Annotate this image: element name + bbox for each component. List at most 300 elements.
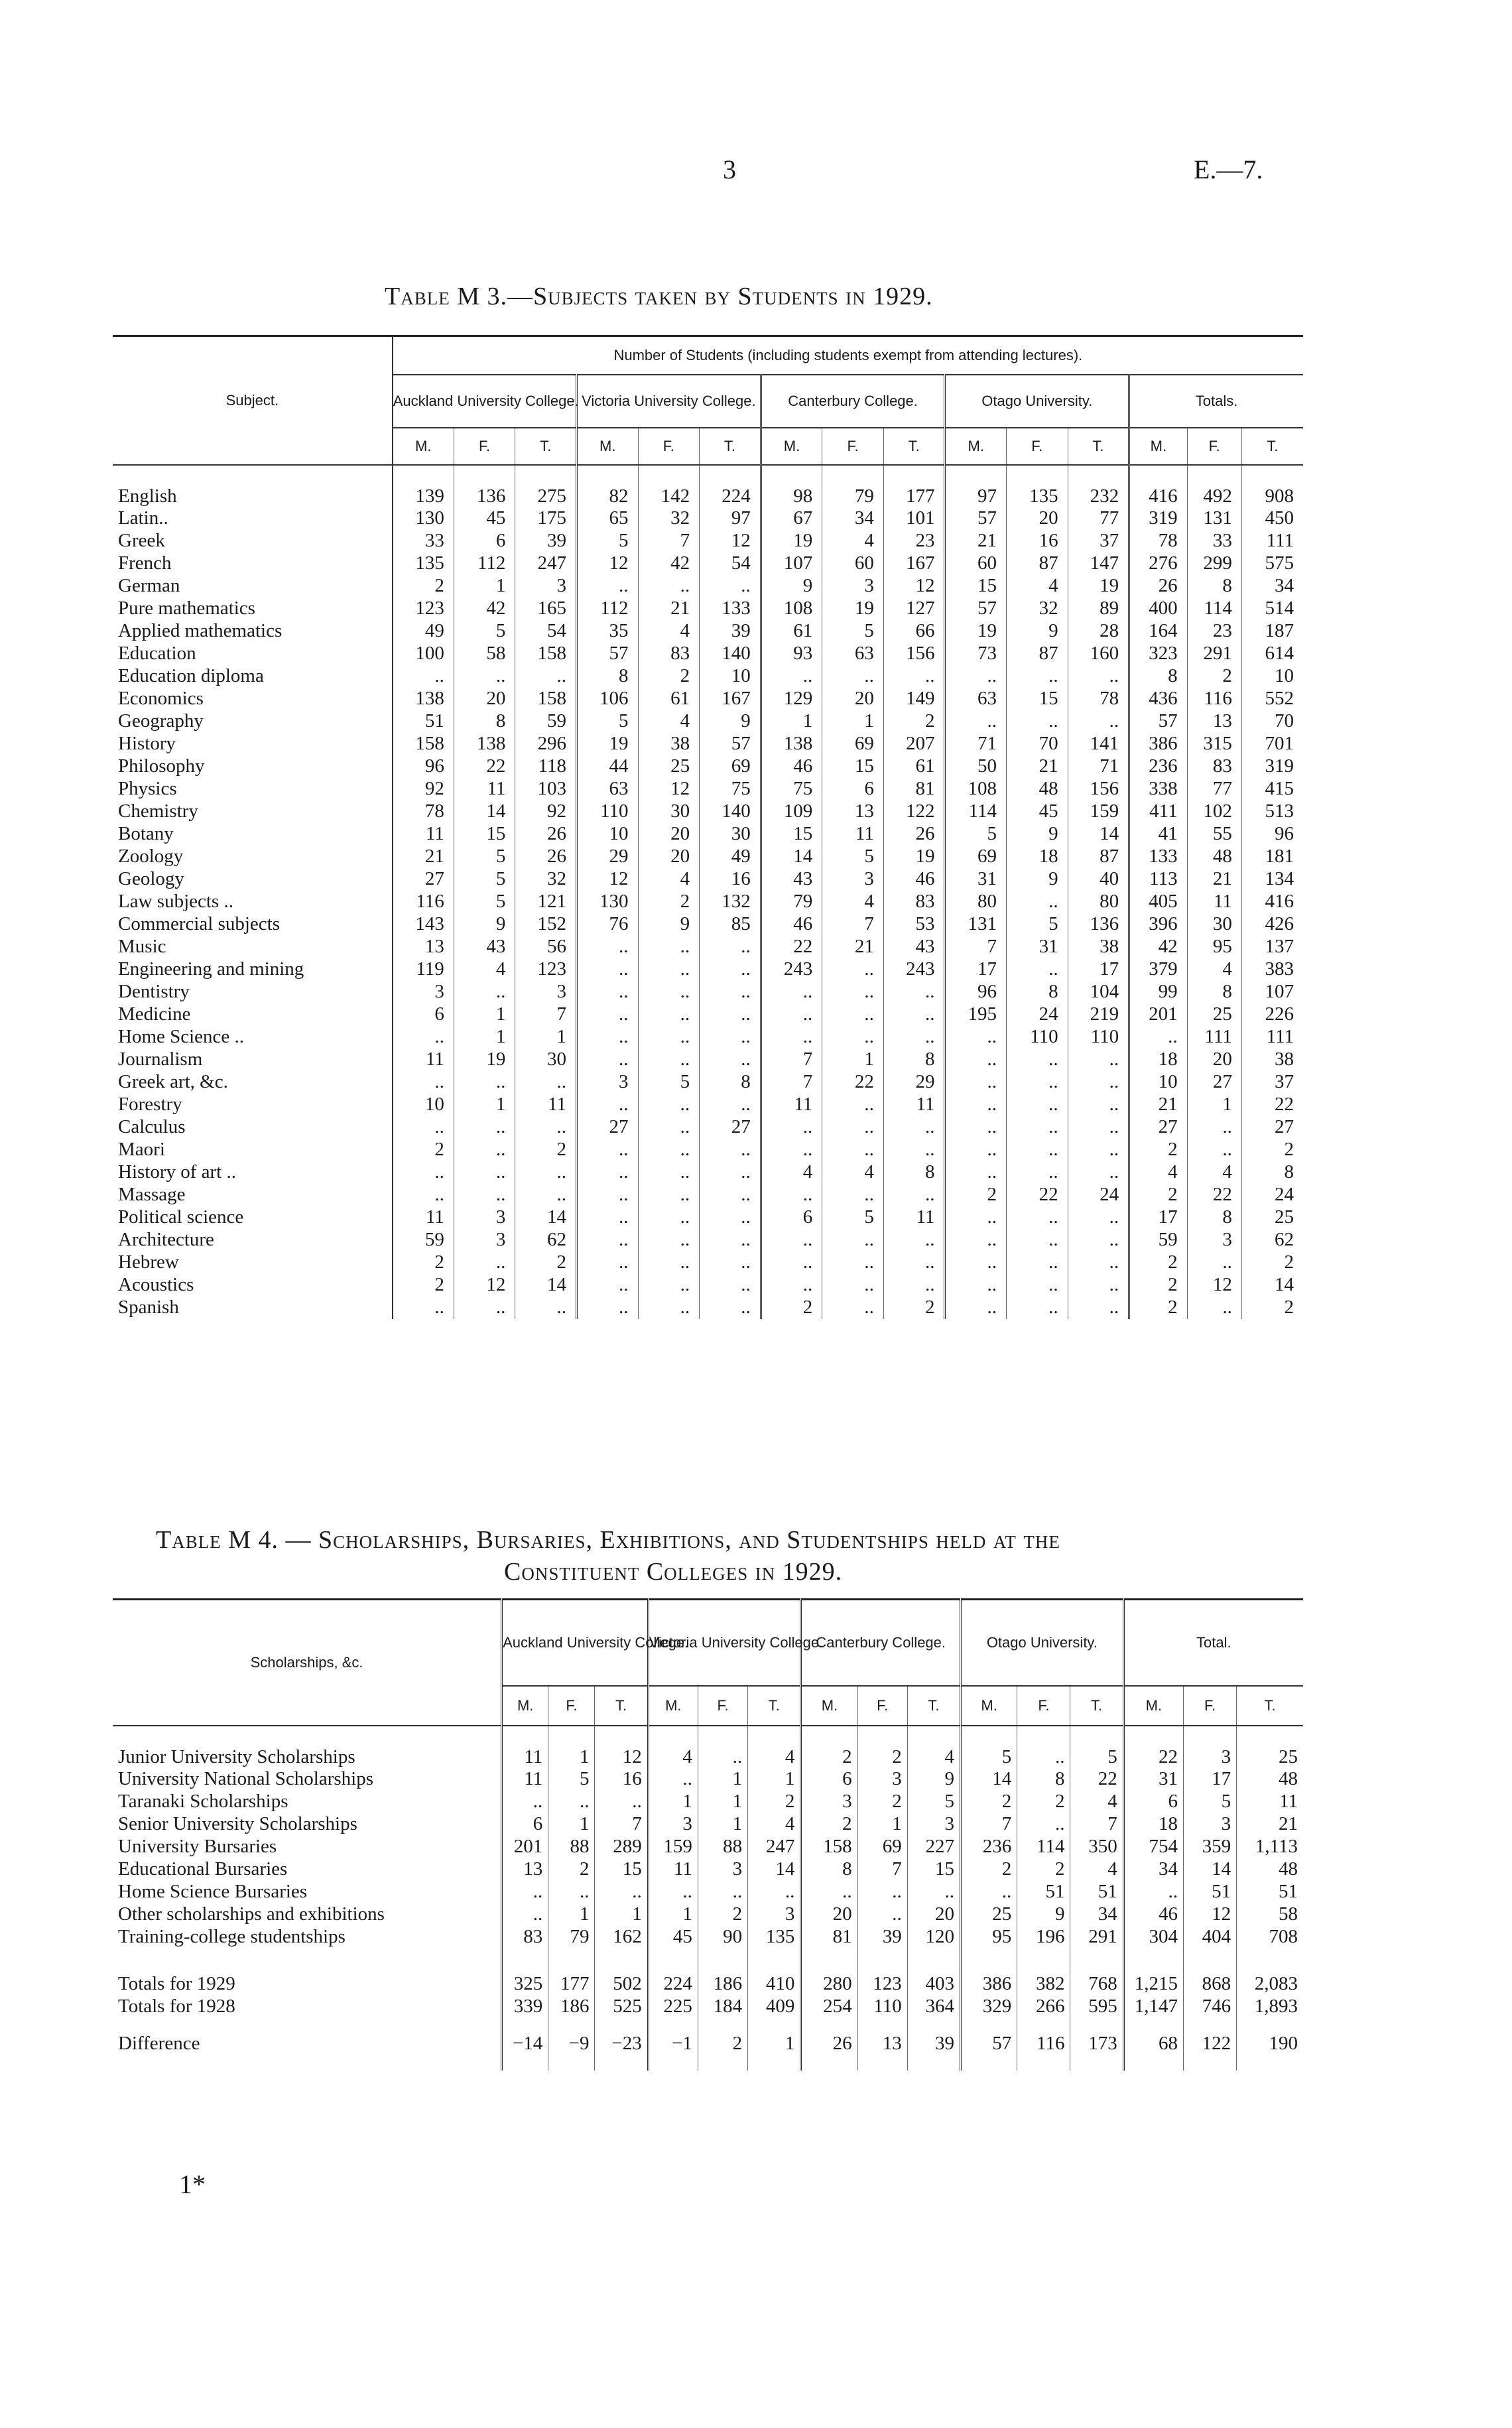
table-cell: 11 — [393, 1206, 454, 1229]
table-cell: 24 — [1068, 1184, 1129, 1206]
table-cell: 20 — [822, 688, 884, 710]
subject-row — [113, 507, 1303, 530]
table-cell: 54 — [515, 620, 577, 643]
table-cell: 1,113 — [1237, 1836, 1303, 1858]
table-cell: 6 — [1123, 1791, 1183, 1813]
table-cell: 140 — [700, 643, 761, 665]
table-cell: 315 — [1187, 733, 1241, 755]
table-cell: .. — [945, 1094, 1007, 1116]
table-cell: .. — [576, 1297, 638, 1319]
subject-name: Engineering and mining — [118, 958, 304, 980]
table-cell: 123 — [515, 958, 577, 981]
table-cell: .. — [883, 1003, 945, 1026]
table-cell: .. — [822, 1094, 884, 1116]
table-cell: 4 — [454, 958, 515, 981]
table-cell: .. — [857, 1903, 907, 1926]
sub-header: M. — [945, 428, 1007, 465]
scholarship-row — [113, 1726, 1303, 1768]
table-cell: 8 — [1187, 1206, 1241, 1229]
table-cell: .. — [1007, 1161, 1068, 1184]
subject-row — [113, 665, 1303, 688]
table-cell: 49 — [393, 620, 454, 643]
subject-name: Law subjects .. — [118, 891, 233, 912]
table-cell: .. — [700, 1161, 761, 1184]
table-cell: .. — [393, 1071, 454, 1094]
subject-row — [113, 778, 1303, 800]
table-cell: 133 — [1129, 846, 1187, 868]
table-cell: 4 — [822, 530, 884, 552]
table-cell: .. — [822, 1116, 884, 1139]
sub-header: F. — [454, 428, 515, 465]
table-cell: .. — [393, 1161, 454, 1184]
table-cell: 2 — [393, 1251, 454, 1274]
table-cell: .. — [1007, 1297, 1068, 1319]
subject-row — [113, 823, 1303, 846]
subject-name: French — [118, 552, 172, 574]
table-cell: 11 — [502, 1768, 548, 1791]
table-cell: 4 — [1070, 1858, 1123, 1881]
table-cell: 103 — [515, 778, 577, 800]
table-cell: .. — [515, 1184, 577, 1206]
sub-header: F. — [698, 1686, 747, 1726]
table-cell: 116 — [1017, 2017, 1070, 2071]
table-cell: 4 — [638, 868, 700, 891]
table-cell: 9 — [1007, 868, 1068, 891]
table-cell: 18 — [1129, 1049, 1187, 1071]
college-header: Otago University. — [961, 1600, 1124, 1686]
table-cell: 5 — [638, 1071, 700, 1094]
table-cell: 10 — [1241, 665, 1303, 688]
table-cell: 63 — [945, 688, 1007, 710]
table-cell: 14 — [454, 800, 515, 823]
table-cell: 195 — [945, 1003, 1007, 1026]
table-cell: 109 — [761, 800, 822, 823]
table-cell: .. — [576, 1229, 638, 1251]
table-cell: 17 — [1068, 958, 1129, 981]
table-cell: 266 — [1017, 1995, 1070, 2017]
subject-name: Music — [118, 936, 166, 957]
table-cell: .. — [700, 1274, 761, 1297]
table-cell: 71 — [945, 733, 1007, 755]
subject-name: Journalism — [118, 1049, 203, 1070]
table-cell: 10 — [1129, 1071, 1187, 1094]
table-cell: 9 — [1007, 620, 1068, 643]
table-cell: .. — [945, 1071, 1007, 1094]
subject-name: Dentistry — [118, 981, 190, 1002]
table-cell: 13 — [822, 800, 884, 823]
subject-row — [113, 688, 1303, 710]
table-cell: .. — [576, 1094, 638, 1116]
table-cell: 110 — [576, 800, 638, 823]
subject-row — [113, 1184, 1303, 1206]
table-cell: 70 — [1241, 710, 1303, 733]
table-cell: 78 — [393, 800, 454, 823]
table-cell: 3 — [1183, 1726, 1236, 1768]
table-cell: 25 — [1237, 1726, 1303, 1768]
table-cell: .. — [822, 1274, 884, 1297]
table-cell: 3 — [393, 981, 454, 1003]
table-cell: 101 — [883, 507, 945, 530]
subject-row — [113, 1251, 1303, 1274]
table-cell: .. — [945, 1206, 1007, 1229]
table-cell: 2 — [961, 1858, 1017, 1881]
table-cell: 289 — [595, 1836, 648, 1858]
table-cell: 186 — [698, 1949, 747, 1995]
table-cell: 3 — [515, 575, 577, 598]
subject-row — [113, 575, 1303, 598]
table-cell: 415 — [1241, 778, 1303, 800]
table-cell: 81 — [883, 778, 945, 800]
sub-header: F. — [822, 428, 884, 465]
table-cell: −23 — [595, 2017, 648, 2071]
table-cell: .. — [700, 1251, 761, 1274]
table-cell: 135 — [393, 552, 454, 575]
table-m4 — [113, 1598, 1303, 2071]
scholarship-row — [113, 1836, 1303, 1858]
table-cell: 26 — [883, 823, 945, 846]
sub-header: T. — [1070, 1686, 1123, 1726]
table-cell: 79 — [822, 465, 884, 507]
table-cell: 177 — [883, 465, 945, 507]
table-cell: .. — [1007, 1094, 1068, 1116]
table-cell: 1 — [648, 1903, 698, 1926]
table-cell: 614 — [1241, 643, 1303, 665]
table-cell: .. — [1007, 891, 1068, 913]
sub-header: M. — [648, 1686, 698, 1726]
table-cell: 2 — [961, 1791, 1017, 1813]
table-cell: 17 — [1129, 1206, 1187, 1229]
table-cell: 6 — [761, 1206, 822, 1229]
table-cell: 48 — [1187, 846, 1241, 868]
table-cell: 17 — [1183, 1768, 1236, 1791]
table-cell: 299 — [1187, 552, 1241, 575]
table-cell: 38 — [1068, 936, 1129, 958]
table-cell: .. — [883, 1274, 945, 1297]
table-cell: 24 — [1007, 1003, 1068, 1026]
table-cell: 19 — [761, 530, 822, 552]
table-cell: 77 — [1068, 507, 1129, 530]
subject-name: German — [118, 575, 180, 596]
table-cell: 156 — [883, 643, 945, 665]
table-cell: 127 — [883, 598, 945, 620]
table-cell: 70 — [1007, 733, 1068, 755]
table-cell: 8 — [1187, 981, 1241, 1003]
subject-header: Subject. — [113, 336, 393, 465]
table-cell: 26 — [1129, 575, 1187, 598]
table-cell: .. — [1068, 1297, 1129, 1319]
scholarship-row — [113, 1881, 1303, 1903]
table-cell: −14 — [502, 2017, 548, 2071]
table-cell: .. — [548, 1881, 595, 1903]
table-cell: 46 — [761, 913, 822, 936]
table-cell: .. — [576, 1274, 638, 1297]
table-cell: .. — [638, 1161, 700, 1184]
table-cell: 34 — [1241, 575, 1303, 598]
table-cell: .. — [883, 1139, 945, 1161]
table-cell: 1 — [822, 1049, 884, 1071]
table-cell: 1 — [454, 1094, 515, 1116]
table-cell: 30 — [700, 823, 761, 846]
table-cell: 34 — [1070, 1903, 1123, 1926]
table-cell: 58 — [454, 643, 515, 665]
table-cell: 20 — [907, 1903, 960, 1926]
table-cell: 110 — [857, 1995, 907, 2017]
table-cell: 61 — [761, 620, 822, 643]
table-cell: 14 — [961, 1768, 1017, 1791]
table-cell: 2 — [515, 1251, 577, 1274]
table-cell: 165 — [515, 598, 577, 620]
table-cell: 19 — [945, 620, 1007, 643]
table-cell: 25 — [1241, 1206, 1303, 1229]
group-header: Number of Students (including students exempt from attending lectures). — [393, 336, 1303, 375]
table-cell: 134 — [1241, 868, 1303, 891]
table-cell: 426 — [1241, 913, 1303, 936]
table-cell: 120 — [907, 1926, 960, 1949]
scholarship-name: University Bursaries — [118, 1836, 277, 1857]
table-cell: .. — [595, 1881, 648, 1903]
table-cell: 15 — [1007, 688, 1068, 710]
table-cell: .. — [761, 1139, 822, 1161]
table-cell: .. — [638, 1251, 700, 1274]
table-cell: 26 — [515, 823, 577, 846]
table-cell: 403 — [907, 1949, 960, 1995]
table-cell: 1 — [548, 1903, 595, 1926]
subject-name: Physics — [118, 778, 177, 799]
table-cell: 12 — [1187, 1274, 1241, 1297]
subject-row — [113, 1116, 1303, 1139]
college-header: Auckland University College. — [502, 1600, 649, 1686]
table-cell: 13 — [1187, 710, 1241, 733]
table-cell: 25 — [1187, 1003, 1241, 1026]
table-cell: 158 — [393, 733, 454, 755]
sub-header: M. — [393, 428, 454, 465]
table-cell: 4 — [1129, 1161, 1187, 1184]
table-cell: 82 — [576, 465, 638, 507]
table-cell: 2 — [698, 2017, 747, 2071]
table-cell: 400 — [1129, 598, 1187, 620]
table-cell: 4 — [822, 891, 884, 913]
table-cell: .. — [576, 1206, 638, 1229]
table-cell: 3 — [698, 1858, 747, 1881]
table-cell: .. — [454, 1184, 515, 1206]
table-cell: 59 — [515, 710, 577, 733]
table-cell: .. — [515, 665, 577, 688]
subject-name: Massage — [118, 1184, 186, 1205]
table-cell: .. — [883, 665, 945, 688]
table-cell: 19 — [822, 598, 884, 620]
sub-header: M. — [961, 1686, 1017, 1726]
table-cell: 21 — [1007, 755, 1068, 778]
table-cell: 51 — [1183, 1881, 1236, 1903]
table-cell: 8 — [1007, 981, 1068, 1003]
table-cell: .. — [945, 1274, 1007, 1297]
table-cell: .. — [700, 1003, 761, 1026]
table-cell: 868 — [1183, 1949, 1236, 1995]
table-cell: .. — [761, 1116, 822, 1139]
table-cell: 4 — [638, 620, 700, 643]
table-cell: 21 — [638, 598, 700, 620]
table-cell: 158 — [515, 688, 577, 710]
table-cell: 2 — [1241, 1251, 1303, 1274]
table-cell: 23 — [1187, 620, 1241, 643]
scholarship-row — [113, 1791, 1303, 1813]
table-cell: 167 — [883, 552, 945, 575]
table-cell: 5 — [548, 1768, 595, 1791]
subject-name: Botany — [118, 823, 174, 844]
subject-name: Spanish — [118, 1297, 179, 1318]
sub-header: F. — [1017, 1686, 1070, 1726]
table-cell: 2 — [1017, 1858, 1070, 1881]
table-cell: 5 — [822, 846, 884, 868]
table-cell: 247 — [515, 552, 577, 575]
table-cell: 2 — [1017, 1791, 1070, 1813]
table-cell: 10 — [576, 823, 638, 846]
table-cell: 2 — [1241, 1139, 1303, 1161]
table-cell: 8 — [883, 1161, 945, 1184]
scholarship-row — [113, 1768, 1303, 1791]
table-cell: .. — [1068, 1274, 1129, 1297]
table-cell: .. — [576, 981, 638, 1003]
subject-row — [113, 868, 1303, 891]
table-cell: 30 — [1187, 913, 1241, 936]
table-cell: 14 — [515, 1206, 577, 1229]
table-cell: .. — [883, 1026, 945, 1049]
table-cell: 15 — [595, 1858, 648, 1881]
sub-header: M. — [1129, 428, 1187, 465]
table-cell: 43 — [454, 936, 515, 958]
table-cell: .. — [700, 1139, 761, 1161]
table-cell: 21 — [1129, 1094, 1187, 1116]
table-cell: 2 — [761, 1297, 822, 1319]
table-cell: 27 — [576, 1116, 638, 1139]
table-cell: .. — [576, 1139, 638, 1161]
table-cell: 224 — [648, 1949, 698, 1995]
table-cell: 4 — [761, 1161, 822, 1184]
table-cell: 114 — [945, 800, 1007, 823]
table-cell: 56 — [515, 936, 577, 958]
table-cell: 3 — [907, 1813, 960, 1836]
table-cell: .. — [454, 1116, 515, 1139]
table-cell: .. — [761, 1026, 822, 1049]
table-cell: 51 — [1070, 1881, 1123, 1903]
college-header: Victoria University College. — [576, 375, 761, 428]
subject-row — [113, 913, 1303, 936]
table-cell: 96 — [393, 755, 454, 778]
table-cell: 69 — [945, 846, 1007, 868]
table-cell: 13 — [393, 936, 454, 958]
table-cell: .. — [907, 1881, 960, 1903]
table-cell: .. — [648, 1768, 698, 1791]
table-cell: .. — [1187, 1116, 1241, 1139]
table-cell: .. — [454, 981, 515, 1003]
subject-row — [113, 1026, 1303, 1049]
table-cell: .. — [1007, 1229, 1068, 1251]
table-cell: 9 — [1007, 823, 1068, 846]
table-cell: 339 — [502, 1995, 548, 2017]
table-cell: 4 — [907, 1726, 960, 1768]
table-cell: 68 — [1123, 2017, 1183, 2071]
table-cell: .. — [1068, 1071, 1129, 1094]
table-cell: 12 — [576, 868, 638, 891]
table-cell: 224 — [700, 465, 761, 507]
table-cell: 34 — [822, 507, 884, 530]
subject-row — [113, 552, 1303, 575]
table-cell: 48 — [1237, 1768, 1303, 1791]
table-cell: .. — [1007, 665, 1068, 688]
table-cell: 114 — [1017, 1836, 1070, 1858]
table-cell: 37 — [1241, 1071, 1303, 1094]
table-cell: 112 — [576, 598, 638, 620]
table-cell: 2 — [883, 1297, 945, 1319]
table-cell: 29 — [576, 846, 638, 868]
table-cell: 69 — [857, 1836, 907, 1858]
table-cell: .. — [761, 1229, 822, 1251]
table-cell: 7 — [638, 530, 700, 552]
table-cell: 21 — [945, 530, 1007, 552]
table-cell: 6 — [393, 1003, 454, 1026]
scholarship-name: University National Scholarships — [118, 1768, 374, 1789]
table-cell: 236 — [961, 1836, 1017, 1858]
table-cell: 97 — [700, 507, 761, 530]
table-cell: 107 — [1241, 981, 1303, 1003]
table-cell: 3 — [822, 575, 884, 598]
table-cell: .. — [1007, 1274, 1068, 1297]
table-cell: 57 — [945, 598, 1007, 620]
table-cell: 46 — [761, 755, 822, 778]
table-cell: 319 — [1129, 507, 1187, 530]
sub-header: M. — [1123, 1686, 1183, 1726]
table-cell: 2 — [393, 1139, 454, 1161]
table-cell: 73 — [945, 643, 1007, 665]
table-cell: 2 — [883, 710, 945, 733]
table-cell: 386 — [961, 1949, 1017, 1995]
subject-name: History — [118, 733, 176, 754]
table-cell: .. — [700, 958, 761, 981]
table-cell: 22 — [454, 755, 515, 778]
table-cell: .. — [638, 1297, 700, 1319]
table-cell: 1 — [454, 1003, 515, 1026]
table-cell: 3 — [454, 1229, 515, 1251]
table-cell: 75 — [761, 778, 822, 800]
scholarship-name: Taranaki Scholarships — [118, 1791, 288, 1812]
table-cell: 51 — [1017, 1881, 1070, 1903]
table-cell: 11 — [761, 1094, 822, 1116]
sub-header: F. — [638, 428, 700, 465]
table-cell: 5 — [1070, 1726, 1123, 1768]
table-cell: .. — [638, 1206, 700, 1229]
table-cell: 2 — [548, 1858, 595, 1881]
table-cell: 552 — [1241, 688, 1303, 710]
subject-name: Forestry — [118, 1094, 182, 1115]
table-cell: .. — [454, 1251, 515, 1274]
table-cell: 190 — [1237, 2017, 1303, 2071]
table-cell: 3 — [648, 1813, 698, 1836]
subject-row — [113, 981, 1303, 1003]
table-cell: .. — [822, 958, 884, 981]
subject-name: Medicine — [118, 1003, 191, 1025]
table-cell: 164 — [1129, 620, 1187, 643]
table-cell: 5 — [1183, 1791, 1236, 1813]
subject-name: Education — [118, 643, 196, 664]
table-cell: 595 — [1070, 1995, 1123, 2017]
table-cell: 502 — [595, 1949, 648, 1995]
table-cell: .. — [1068, 1229, 1129, 1251]
college-header: Canterbury College. — [801, 1600, 961, 1686]
table-cell: .. — [801, 1881, 857, 1903]
table-cell: 4 — [1187, 1161, 1241, 1184]
table-cell: 60 — [822, 552, 884, 575]
table-cell: 416 — [1241, 891, 1303, 913]
